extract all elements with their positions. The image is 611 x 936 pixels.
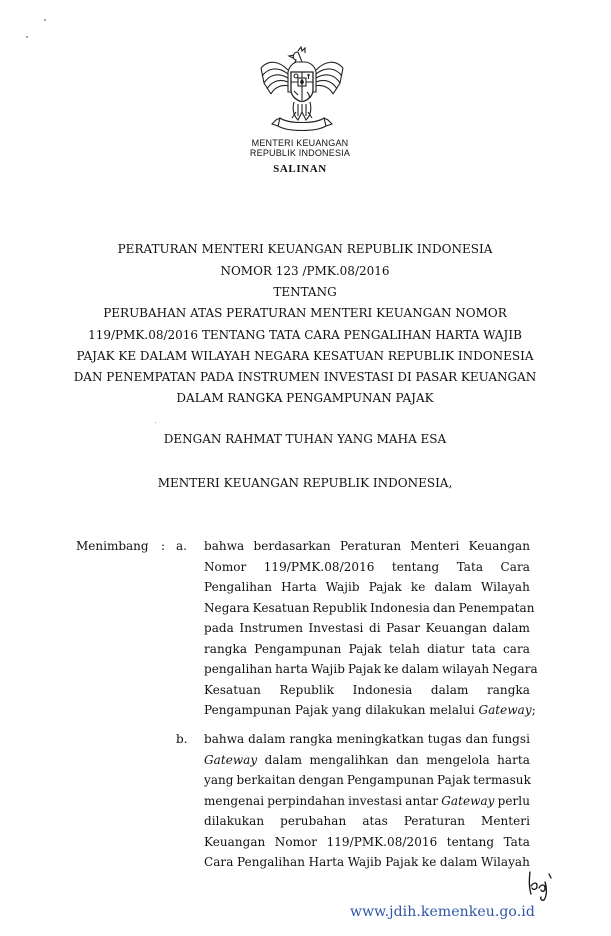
paragraph-line: [204, 598, 535, 619]
text: tata: [471, 641, 496, 656]
considering-item-a: [204, 536, 538, 721]
text: pada: [204, 621, 234, 635]
text: Kesatuan: [252, 600, 310, 615]
text: Menteri: [410, 539, 460, 553]
text: meningkatkan: [336, 732, 424, 746]
regulation-number: NOMOR 123 /PMK.08/2016: [220, 264, 390, 278]
text: Negara: [492, 662, 538, 676]
scan-speck: [26, 36, 28, 38]
text: dengan: [298, 773, 344, 787]
text: Pengalihan: [204, 580, 272, 594]
item-marker-b: b.: [176, 732, 188, 746]
text: Wilayah: [480, 580, 530, 594]
text: rangka: [204, 641, 248, 656]
paragraph-line: [204, 577, 530, 598]
garuda-emblem-icon: [258, 46, 346, 132]
text: dalam: [430, 682, 469, 697]
text: Investasi: [308, 621, 364, 635]
text: diatur: [427, 641, 465, 656]
text: dan: [465, 732, 489, 746]
regulation-title: PERATURAN MENTERI KEUANGAN REPUBLIK INDONESIA: [117, 242, 493, 256]
text: Harta: [308, 855, 345, 869]
text: tentang: [391, 559, 440, 574]
scan-speck: [155, 422, 156, 423]
text: mengelola: [426, 752, 490, 767]
text: Penempatan: [458, 600, 535, 615]
text: dalam: [439, 855, 478, 869]
text: Pengalihan: [237, 855, 305, 869]
text: Harta: [281, 580, 317, 594]
text: Republik: [312, 600, 368, 615]
text: Tata: [503, 834, 530, 849]
text: termasuk: [473, 773, 531, 787]
text: mengenai: [204, 793, 265, 808]
text: ke: [384, 662, 399, 676]
text: pengalihan: [204, 662, 273, 676]
text: ke: [421, 855, 437, 869]
text: yang: [204, 773, 234, 787]
blessing-line: DENGAN RAHMAT TUHAN YANG MAHA ESA: [163, 432, 447, 446]
subject-line: PAJAK KE DALAM WILAYAH NEGARA KESATUAN REPUBLIK INDONESIA: [76, 349, 534, 363]
text: wilayah: [441, 662, 490, 676]
text: antar: [405, 793, 439, 808]
text: Pengampunan: [346, 773, 435, 787]
considering-colon: :: [161, 539, 166, 553]
paragraph-line: Pengampunan Pajak yang dilakukan melalui Gateway;: [204, 703, 536, 717]
text: tentang: [446, 834, 495, 849]
text: Menteri: [481, 814, 530, 828]
text: dalam: [248, 732, 286, 746]
text: Keuangan: [204, 834, 266, 849]
text: dalam: [434, 580, 472, 594]
paragraph-line: [204, 832, 530, 853]
jdih-website-link[interactable]: www.jdih.kemenkeu.go.id: [350, 904, 535, 920]
text: Pajak: [437, 773, 471, 787]
text: Peraturan: [339, 539, 402, 553]
paragraph-line: [204, 618, 530, 639]
text: dalam: [264, 752, 303, 767]
paragraph-line: [204, 791, 530, 812]
text: Gateway: [441, 793, 495, 808]
text: harta: [275, 662, 308, 676]
regulation-about: TENTANG: [273, 285, 337, 299]
text: Wajib: [325, 580, 360, 594]
text: ke: [410, 580, 426, 594]
text: berkaitan: [236, 773, 296, 787]
text: Wilayah: [480, 855, 530, 869]
text: harta: [497, 752, 530, 767]
text: Instrumen: [239, 621, 303, 635]
paragraph-line: [204, 852, 530, 873]
text: dilakukan: [204, 814, 265, 828]
text: Nomor: [204, 559, 247, 574]
text: Nomor: [274, 834, 318, 849]
text: Pajak: [347, 662, 382, 676]
text: Indonesia: [352, 682, 413, 697]
paragraph-line: [204, 680, 530, 701]
text: telah: [388, 641, 420, 656]
paragraph-line: [204, 557, 530, 578]
subject-line: DALAM RANGKA PENGAMPUNAN PAJAK: [176, 391, 434, 405]
text: mengalihkan: [309, 752, 389, 767]
text: Pajak: [368, 580, 402, 594]
subject-line: 119/PMK.08/2016 TENTANG TATA CARA PENGALIHAN HARTA WAJIB: [88, 328, 522, 342]
text: Keuangan: [468, 539, 530, 553]
considering-item-b: [204, 729, 530, 873]
paragraph-line: [204, 659, 538, 680]
text: perpindahan: [267, 793, 346, 808]
text: Pajak: [385, 855, 419, 869]
text: di: [368, 621, 381, 635]
scan-speck: [44, 19, 46, 21]
text: tugas: [427, 732, 462, 746]
paragraph-line: [204, 750, 530, 771]
subject-line: DAN PENEMPATAN PADA INSTRUMEN INVESTASI DI PASAR KEUANGAN: [73, 370, 537, 384]
text: berdasarkan: [253, 539, 331, 553]
text: Keuangan: [425, 621, 487, 635]
gateway-term: Gateway: [478, 703, 532, 717]
text: Republik: [279, 682, 335, 697]
text: Indonesia: [370, 600, 430, 615]
text: fungsi: [492, 732, 530, 746]
text: Cara: [500, 559, 530, 574]
text: Kesatuan: [204, 682, 261, 697]
copy-stamp: SALINAN: [273, 163, 327, 175]
text: dan: [396, 752, 419, 767]
text: Cara: [204, 855, 234, 869]
subject-line: PERUBAHAN ATAS PERATURAN MENTERI KEUANGAN NOMOR: [103, 306, 507, 320]
text: Gateway: [204, 752, 258, 767]
text: Negara: [204, 600, 250, 615]
text: atas: [362, 814, 388, 828]
text: cara: [503, 641, 530, 656]
text: bahwa: [204, 539, 245, 553]
text: Wajib: [347, 855, 382, 869]
text: investasi: [348, 793, 403, 808]
text: Pengampunan: [254, 641, 342, 656]
text: Pasar: [386, 621, 421, 635]
text: dalam: [401, 662, 439, 676]
considering-label: Menimbang: [76, 539, 149, 553]
paragraph-line: [204, 639, 530, 660]
text: 119/PMK.08/2016: [326, 834, 438, 849]
paragraph-line: [204, 729, 530, 750]
text: dalam: [492, 621, 530, 635]
text: perubahan: [280, 814, 347, 828]
handwritten-initial-icon: [525, 868, 555, 902]
item-marker-a: a.: [176, 539, 187, 553]
ministry-name-line1: MENTERI KEUANGAN: [251, 138, 349, 148]
text: Pajak: [348, 641, 382, 656]
paragraph-line: [204, 811, 530, 832]
text: rangka: [486, 682, 530, 697]
ministry-name-line2: REPUBLIK INDONESIA: [249, 148, 351, 158]
text: Wajib: [311, 662, 345, 676]
text: perlu: [497, 793, 530, 808]
text: bahwa: [204, 732, 245, 746]
paragraph-line: [204, 770, 530, 791]
text: Tata: [456, 559, 484, 574]
text: 119/PMK.08/2016: [263, 559, 375, 574]
text: dan: [432, 600, 456, 615]
paragraph-line: [204, 536, 530, 557]
text: Peraturan: [403, 814, 465, 828]
text: rangka: [289, 732, 333, 746]
issuer-line: MENTERI KEUANGAN REPUBLIK INDONESIA,: [157, 476, 453, 490]
